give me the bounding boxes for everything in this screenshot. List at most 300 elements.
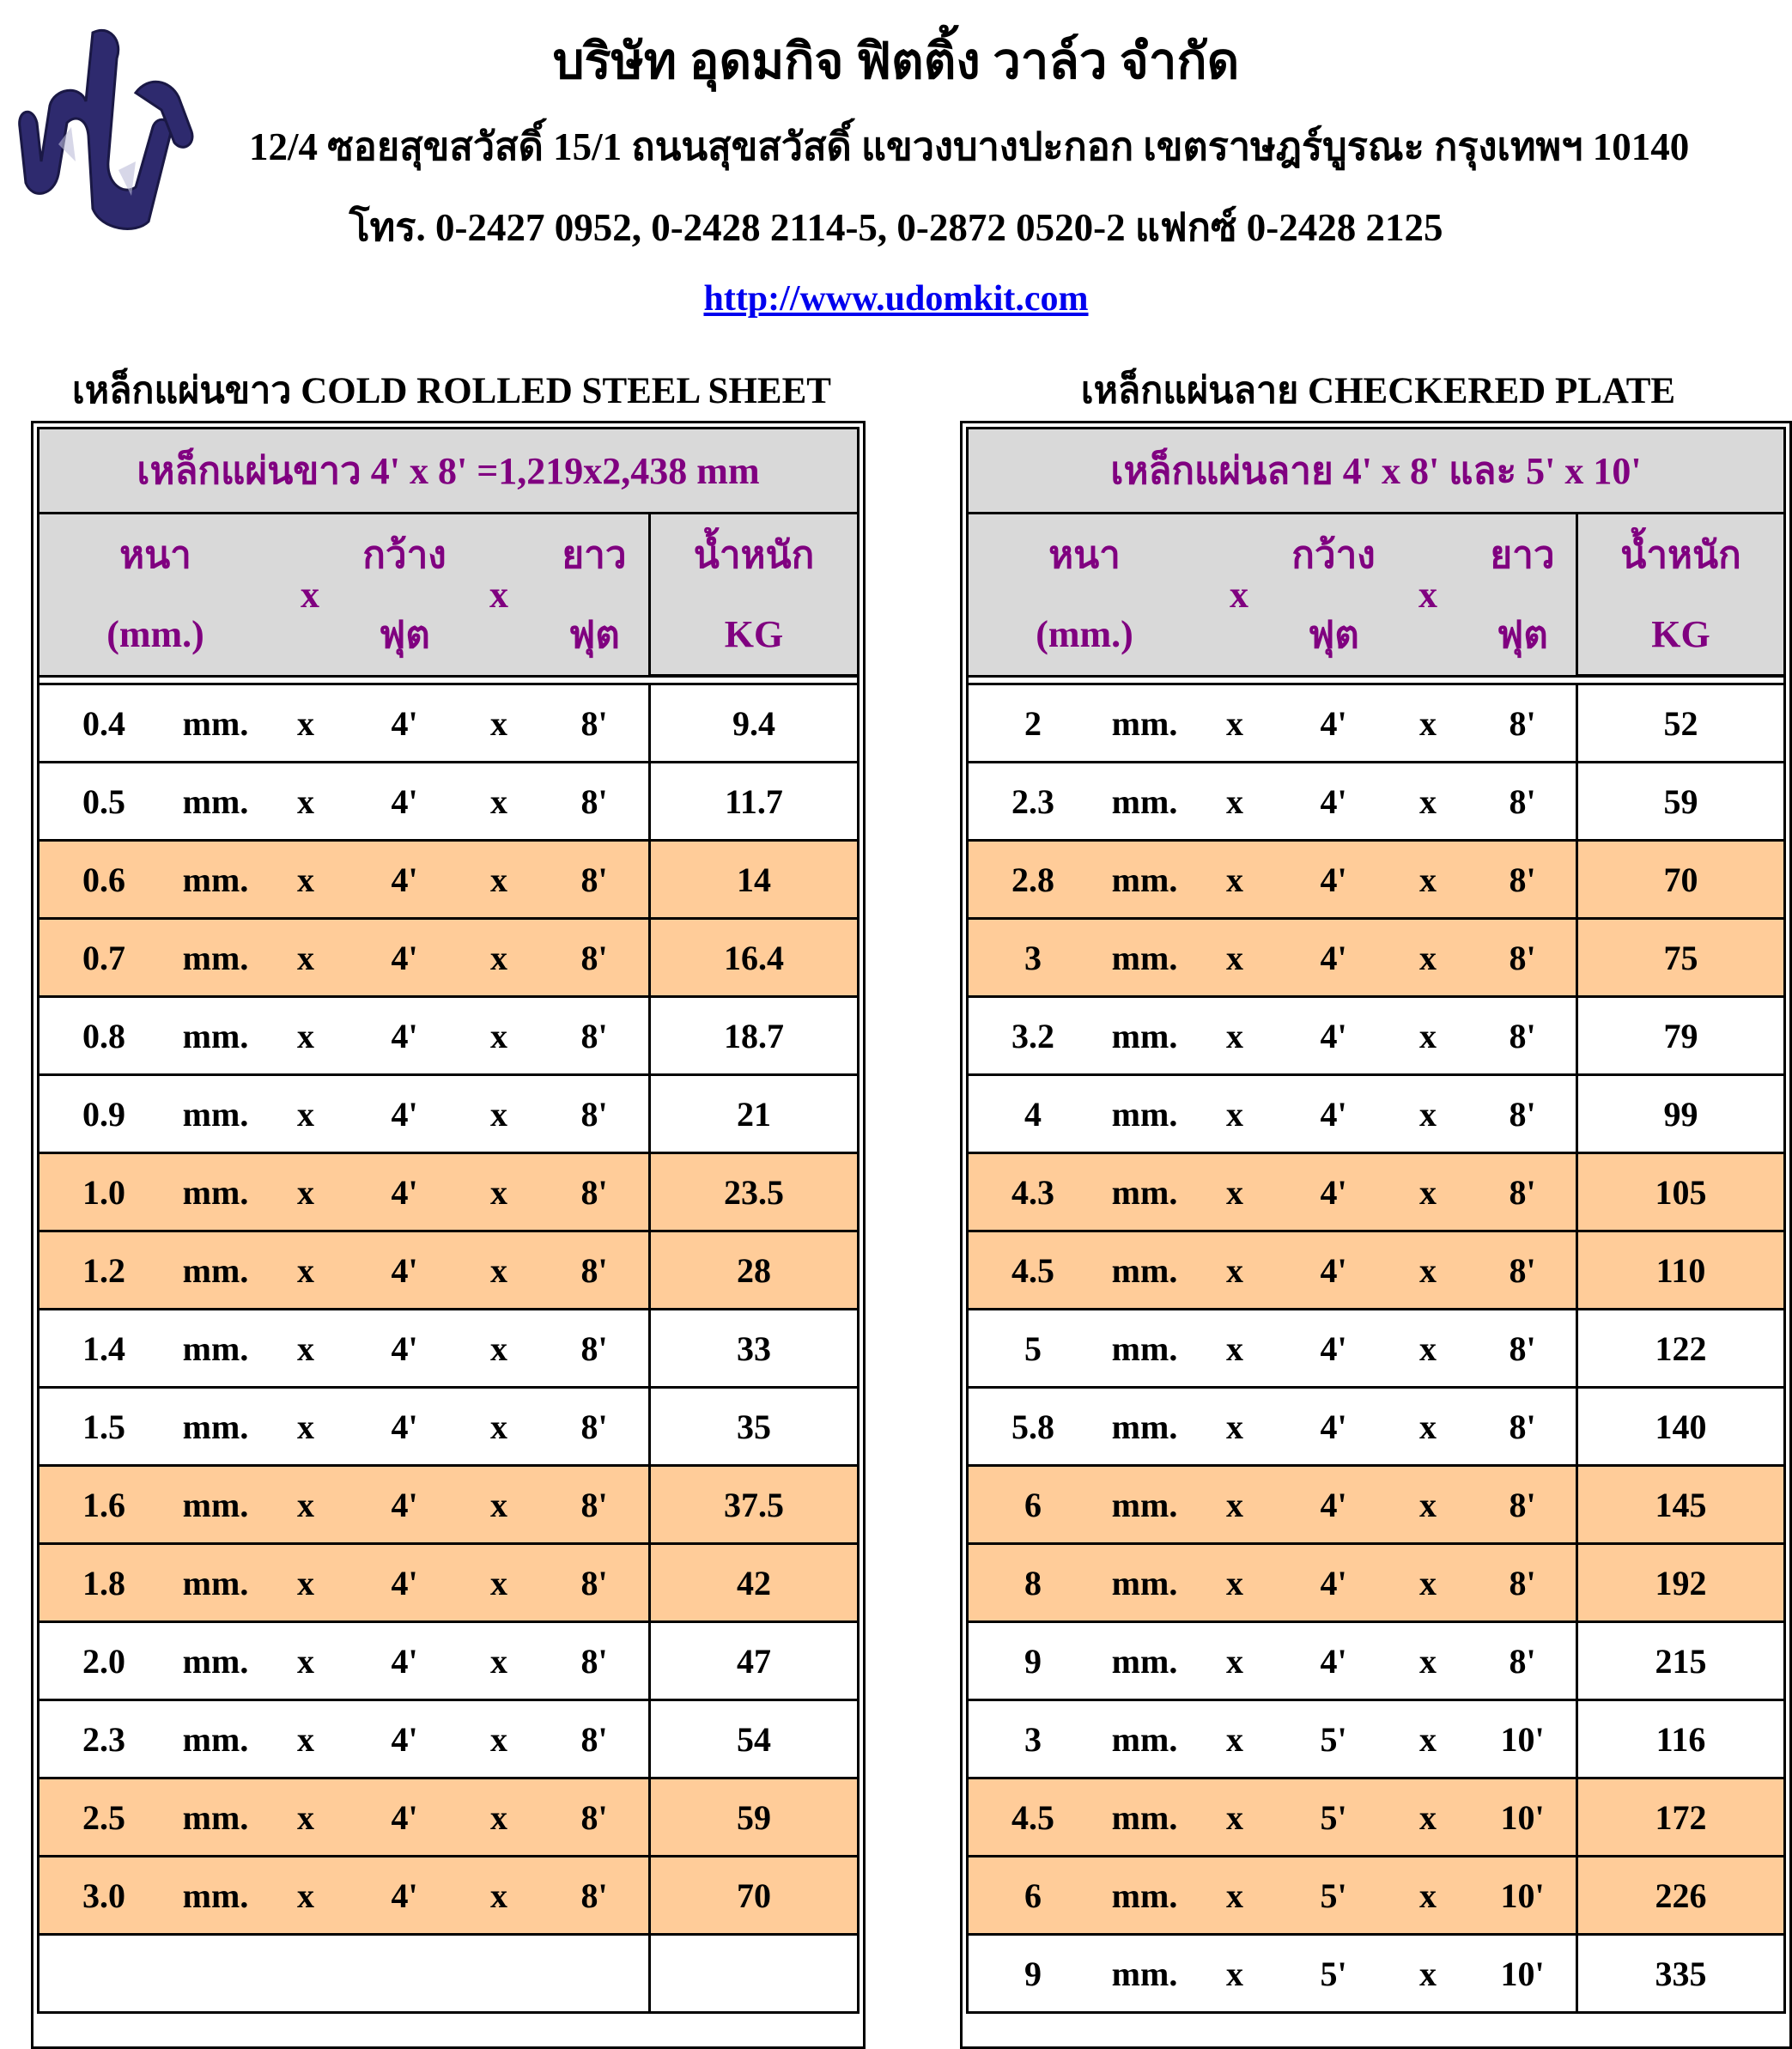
weight-value: 35: [650, 1388, 859, 1466]
table-row: [39, 997, 859, 1075]
unit-label: mm.: [1111, 703, 1178, 743]
header-times: x: [301, 573, 319, 616]
unit-label: mm.: [1111, 1876, 1178, 1915]
length-value: 8': [580, 1094, 608, 1134]
times-sign: x: [1419, 860, 1437, 899]
left-table-title: เหล็กแผ่นขาว 4' x 8' =1,219x2,438 mm: [39, 429, 859, 514]
thickness-value: 2.0: [82, 1641, 125, 1681]
weight-value: 116: [1577, 1700, 1785, 1778]
unit-label: mm.: [1111, 1172, 1178, 1212]
times-sign: x: [297, 1719, 314, 1759]
header-width-unit: ฟุต: [1308, 613, 1359, 656]
length-value: 8': [580, 1797, 608, 1837]
size-cell: [39, 1231, 650, 1310]
times-sign: x: [1226, 1407, 1243, 1446]
thickness-value: 2: [1024, 703, 1042, 743]
length-value: 8': [1509, 938, 1536, 977]
times-sign: x: [1226, 1250, 1243, 1290]
thickness-value: 1.8: [82, 1563, 125, 1602]
width-value: 4': [391, 1407, 418, 1446]
size-cell: [39, 919, 650, 997]
weight-value: 192: [1577, 1544, 1785, 1622]
length-value: 8': [580, 1250, 608, 1290]
table-row: [39, 1700, 859, 1778]
table-row: [39, 1075, 859, 1153]
size-cell: [39, 684, 650, 763]
length-value: 10': [1500, 1954, 1545, 1993]
width-value: 4': [391, 1719, 418, 1759]
weight-value: 37.5: [650, 1466, 859, 1544]
times-sign: x: [1419, 1954, 1437, 1993]
size-cell: [39, 1857, 650, 1935]
length-value: 8': [1509, 1094, 1536, 1134]
length-value: 8': [580, 1641, 608, 1681]
size-cell: [39, 1153, 650, 1231]
times-sign: x: [1419, 1016, 1437, 1055]
thickness-value: 9: [1024, 1954, 1042, 1993]
unit-label: mm.: [1111, 1407, 1178, 1446]
thickness-value: 0.5: [82, 781, 125, 821]
times-sign: x: [1419, 1485, 1437, 1524]
times-sign: x: [1226, 1876, 1243, 1915]
width-value: 4': [391, 1016, 418, 1055]
table-row: [39, 684, 859, 763]
table-row: [968, 919, 1785, 997]
size-cell: [39, 841, 650, 919]
unit-label: mm.: [182, 1876, 249, 1915]
right-dimension-header: [968, 514, 1577, 677]
length-value: 8': [580, 1719, 608, 1759]
header-length: ยาว: [562, 533, 627, 576]
table-row: [968, 841, 1785, 919]
width-value: 4': [391, 1172, 418, 1212]
unit-label: mm.: [182, 781, 249, 821]
length-value: 8': [1509, 860, 1536, 899]
table-row: [39, 1231, 859, 1310]
unit-label: mm.: [182, 1719, 249, 1759]
table-row: [39, 1466, 859, 1544]
header-thickness: หนา: [1048, 533, 1121, 576]
thickness-value: 6: [1024, 1485, 1042, 1524]
unit-label: mm.: [1111, 860, 1178, 899]
thickness-value: 8: [1024, 1563, 1042, 1602]
size-cell: [39, 1466, 650, 1544]
company-address: 12/4 ซอยสุขสวัสดิ์ 15/1 ถนนสุขสวัสดิ์ แขวงบางปะกอก เขตราษฎร์บูรณะ กรุงเทพฯ 10140: [249, 125, 1690, 168]
times-sign: x: [297, 1094, 314, 1134]
width-value: 4': [1320, 1329, 1347, 1368]
width-value: 4': [1320, 1641, 1347, 1681]
checkered-plate-table: [960, 421, 1792, 2049]
weight-value: 14: [650, 841, 859, 919]
length-value: 8': [580, 1172, 608, 1212]
length-value: 8': [580, 1563, 608, 1602]
length-value: 8': [1509, 1485, 1536, 1524]
thickness-value: 4: [1024, 1094, 1042, 1134]
table-row: [39, 1544, 859, 1622]
size-cell: [968, 1388, 1577, 1466]
size-cell: [968, 1700, 1577, 1778]
size-cell: [39, 1700, 650, 1778]
width-value: 4': [1320, 1016, 1347, 1055]
width-value: 4': [391, 1797, 418, 1837]
size-cell: [968, 1778, 1577, 1857]
width-value: 4': [1320, 1250, 1347, 1290]
unit-label: mm.: [1111, 1485, 1178, 1524]
size-cell: [39, 997, 650, 1075]
table-row: [968, 997, 1785, 1075]
unit-label: mm.: [1111, 938, 1178, 977]
weight-value: 215: [1577, 1622, 1785, 1700]
table-row: [39, 1388, 859, 1466]
times-sign: x: [490, 1016, 507, 1055]
length-value: 8': [1509, 781, 1536, 821]
thickness-value: 0.6: [82, 860, 125, 899]
company-name: บริษัท อุดมกิจ ฟิตติ้ง วาล์ว จำกัด: [552, 33, 1240, 89]
length-value: 8': [1509, 703, 1536, 743]
width-value: 4': [391, 1250, 418, 1290]
unit-label: mm.: [182, 703, 249, 743]
times-sign: x: [297, 1797, 314, 1837]
weight-value: [650, 1935, 859, 2013]
weight-value: 140: [1577, 1388, 1785, 1466]
size-cell: [39, 1778, 650, 1857]
weight-value: 47: [650, 1622, 859, 1700]
thickness-value: 0.8: [82, 1016, 125, 1055]
times-sign: x: [1419, 1250, 1437, 1290]
header-thickness: หนา: [119, 533, 191, 576]
unit-label: mm.: [1111, 1329, 1178, 1368]
size-cell: [39, 1935, 650, 2013]
size-cell: [968, 1153, 1577, 1231]
times-sign: x: [490, 1094, 507, 1134]
table-row: [968, 1544, 1785, 1622]
thickness-value: 4.5: [1011, 1797, 1054, 1837]
times-sign: x: [297, 1016, 314, 1055]
unit-label: mm.: [1111, 1250, 1178, 1290]
header-times: x: [1418, 573, 1437, 616]
times-sign: x: [490, 1485, 507, 1524]
times-sign: x: [1226, 1954, 1243, 1993]
times-sign: x: [1419, 1094, 1437, 1134]
unit-label: mm.: [182, 1172, 249, 1212]
width-value: 4': [391, 860, 418, 899]
size-cell: [968, 1231, 1577, 1310]
size-cell: [968, 1075, 1577, 1153]
thickness-value: 0.4: [82, 703, 125, 743]
size-cell: [39, 763, 650, 841]
unit-label: mm.: [182, 1797, 249, 1837]
table-row: [39, 919, 859, 997]
thickness-value: 2.3: [1011, 781, 1054, 821]
width-value: 5': [1320, 1876, 1347, 1915]
times-sign: x: [1419, 1563, 1437, 1602]
times-sign: x: [490, 1641, 507, 1681]
thickness-value: 3: [1024, 1719, 1042, 1759]
length-value: 8': [580, 938, 608, 977]
thickness-value: 0.7: [82, 938, 125, 977]
table-row: [968, 684, 1785, 763]
length-value: 8': [1509, 1172, 1536, 1212]
company-website-link[interactable]: http://www.udomkit.com: [703, 279, 1089, 319]
times-sign: x: [1419, 1641, 1437, 1681]
weight-value: 42: [650, 1544, 859, 1622]
times-sign: x: [490, 1250, 507, 1290]
weight-value: 79: [1577, 997, 1785, 1075]
times-sign: x: [490, 860, 507, 899]
length-value: 8': [1509, 1641, 1536, 1681]
width-value: 5': [1320, 1719, 1347, 1759]
weight-value: 54: [650, 1700, 859, 1778]
times-sign: x: [490, 1172, 507, 1212]
times-sign: x: [1226, 1719, 1243, 1759]
left-weight-header: [650, 514, 859, 677]
times-sign: x: [1226, 860, 1243, 899]
weight-value: 59: [1577, 763, 1785, 841]
company-phone: โทร. 0-2427 0952, 0-2428 2114-5, 0-2872 0520-2 แฟกซ์ 0-2428 2125: [349, 206, 1443, 249]
thickness-value: 6: [1024, 1876, 1042, 1915]
thickness-value: 9: [1024, 1641, 1042, 1681]
times-sign: x: [1419, 1797, 1437, 1837]
table-row: [968, 1700, 1785, 1778]
thickness-value: 1.2: [82, 1250, 125, 1290]
unit-label: mm.: [182, 860, 249, 899]
table-row: [968, 1310, 1785, 1388]
times-sign: x: [1226, 1094, 1243, 1134]
unit-label: mm.: [182, 1094, 249, 1134]
times-sign: x: [490, 1407, 507, 1446]
times-sign: x: [1419, 1329, 1437, 1368]
size-cell: [968, 1622, 1577, 1700]
table-row: [968, 1388, 1785, 1466]
size-cell: [39, 1310, 650, 1388]
times-sign: x: [490, 1719, 507, 1759]
thickness-value: 1.4: [82, 1329, 125, 1368]
header-weight: น้ำหนัก: [1620, 533, 1741, 576]
table-row: [968, 1622, 1785, 1700]
width-value: 4': [391, 1329, 418, 1368]
width-value: 5': [1320, 1954, 1347, 1993]
width-value: 4': [391, 1485, 418, 1524]
header-width-unit: ฟุต: [379, 613, 430, 656]
header-width: กว้าง: [1291, 533, 1376, 576]
weight-value: 226: [1577, 1857, 1785, 1935]
size-cell: [968, 763, 1577, 841]
times-sign: x: [297, 1172, 314, 1212]
times-sign: x: [297, 1329, 314, 1368]
size-cell: [39, 1544, 650, 1622]
size-cell: [39, 1622, 650, 1700]
weight-value: 99: [1577, 1075, 1785, 1153]
unit-label: mm.: [1111, 781, 1178, 821]
right-weight-header: [1577, 514, 1785, 677]
weight-value: 70: [1577, 841, 1785, 919]
weight-value: 28: [650, 1231, 859, 1310]
header-length: ยาว: [1490, 533, 1555, 576]
unit-label: mm.: [182, 1563, 249, 1602]
table-row: [39, 1310, 859, 1388]
weight-value: 145: [1577, 1466, 1785, 1544]
thickness-value: 5.8: [1011, 1407, 1054, 1446]
times-sign: x: [297, 1563, 314, 1602]
times-sign: x: [1226, 1485, 1243, 1524]
times-sign: x: [1226, 703, 1243, 743]
unit-label: mm.: [1111, 1641, 1178, 1681]
width-value: 4': [1320, 1172, 1347, 1212]
width-value: 4': [391, 1563, 418, 1602]
thickness-value: 4.5: [1011, 1250, 1054, 1290]
unit-label: mm.: [1111, 1016, 1178, 1055]
size-cell: [968, 1466, 1577, 1544]
times-sign: x: [1419, 938, 1437, 977]
size-cell: [968, 841, 1577, 919]
times-sign: x: [1226, 1172, 1243, 1212]
header-times: x: [1230, 573, 1248, 616]
length-value: 8': [580, 703, 608, 743]
length-value: 8': [1509, 1407, 1536, 1446]
weight-value: 172: [1577, 1778, 1785, 1857]
length-value: 8': [580, 860, 608, 899]
unit-label: mm.: [1111, 1954, 1178, 1993]
length-value: 8': [1509, 1016, 1536, 1055]
times-sign: x: [1226, 781, 1243, 821]
table-row: [968, 1231, 1785, 1310]
length-value: 10': [1500, 1719, 1545, 1759]
header-weight-unit: KG: [1651, 613, 1710, 655]
weight-value: 52: [1577, 684, 1785, 763]
times-sign: x: [297, 1407, 314, 1446]
times-sign: x: [1419, 1876, 1437, 1915]
header-weight: น้ำหนัก: [693, 533, 815, 576]
thickness-value: 0.9: [82, 1094, 125, 1134]
times-sign: x: [490, 1329, 507, 1368]
thickness-value: 3.2: [1011, 1016, 1054, 1055]
header-thickness-unit: (mm.): [106, 613, 204, 655]
width-value: 4': [1320, 860, 1347, 899]
weight-value: 16.4: [650, 919, 859, 997]
weight-value: 122: [1577, 1310, 1785, 1388]
times-sign: x: [1226, 1329, 1243, 1368]
unit-label: mm.: [1111, 1719, 1178, 1759]
length-value: 10': [1500, 1876, 1545, 1915]
width-value: 4': [391, 1876, 418, 1915]
table-row: [39, 1935, 859, 2013]
weight-value: 18.7: [650, 997, 859, 1075]
times-sign: x: [297, 1485, 314, 1524]
times-sign: x: [1419, 781, 1437, 821]
times-sign: x: [297, 938, 314, 977]
table-row: [968, 1857, 1785, 1935]
width-value: 4': [391, 703, 418, 743]
unit-label: mm.: [182, 1485, 249, 1524]
weight-value: 23.5: [650, 1153, 859, 1231]
weight-value: 110: [1577, 1231, 1785, 1310]
width-value: 4': [1320, 1485, 1347, 1524]
times-sign: x: [1226, 1563, 1243, 1602]
right-table-title: เหล็กแผ่นลาย 4' x 8' และ 5' x 10': [968, 429, 1785, 514]
size-cell: [968, 1935, 1577, 2013]
unit-label: mm.: [182, 1407, 249, 1446]
header-width: กว้าง: [362, 533, 446, 576]
width-value: 4': [1320, 1407, 1347, 1446]
length-value: 8': [1509, 1329, 1536, 1368]
unit-label: mm.: [1111, 1094, 1178, 1134]
width-value: 4': [391, 1641, 418, 1681]
header-length-unit: ฟุต: [568, 613, 620, 656]
times-sign: x: [490, 781, 507, 821]
length-value: 8': [580, 1329, 608, 1368]
times-sign: x: [297, 860, 314, 899]
table-row: [39, 763, 859, 841]
size-cell: [968, 997, 1577, 1075]
times-sign: x: [490, 938, 507, 977]
length-value: 8': [580, 781, 608, 821]
times-sign: x: [297, 781, 314, 821]
times-sign: x: [490, 1876, 507, 1915]
thickness-value: 2.5: [82, 1797, 125, 1837]
times-sign: x: [1226, 1016, 1243, 1055]
right-section-title: เหล็กแผ่นลาย CHECKERED PLATE: [1080, 371, 1676, 411]
unit-label: mm.: [182, 1329, 249, 1368]
width-value: 4': [1320, 703, 1347, 743]
unit-label: mm.: [182, 938, 249, 977]
width-value: 4': [1320, 1563, 1347, 1602]
table-row: [39, 841, 859, 919]
unit-label: mm.: [1111, 1563, 1178, 1602]
thickness-value: 1.0: [82, 1172, 125, 1212]
cold-rolled-table: [31, 421, 866, 2049]
times-sign: x: [1226, 1797, 1243, 1837]
table-row: [968, 1075, 1785, 1153]
unit-label: mm.: [182, 1016, 249, 1055]
length-value: 8': [1509, 1250, 1536, 1290]
thickness-value: 3.0: [82, 1876, 125, 1915]
weight-value: 70: [650, 1857, 859, 1935]
size-cell: [39, 1075, 650, 1153]
thickness-value: 5: [1024, 1329, 1042, 1368]
times-sign: x: [297, 1641, 314, 1681]
size-cell: [968, 1310, 1577, 1388]
thickness-value: 2.8: [1011, 860, 1054, 899]
times-sign: x: [490, 1797, 507, 1837]
width-value: 4': [391, 1094, 418, 1134]
table-row: [39, 1778, 859, 1857]
weight-value: 21: [650, 1075, 859, 1153]
thickness-value: 2.3: [82, 1719, 125, 1759]
times-sign: x: [1419, 1719, 1437, 1759]
times-sign: x: [1226, 938, 1243, 977]
unit-label: mm.: [182, 1641, 249, 1681]
width-value: 4': [1320, 781, 1347, 821]
width-value: 5': [1320, 1797, 1347, 1837]
times-sign: x: [297, 703, 314, 743]
table-row: [968, 1466, 1785, 1544]
thickness-value: 3: [1024, 938, 1042, 977]
length-value: 8': [580, 1016, 608, 1055]
times-sign: x: [297, 1876, 314, 1915]
table-row: [968, 1153, 1785, 1231]
table-row: [39, 1153, 859, 1231]
thickness-value: 1.5: [82, 1407, 125, 1446]
weight-value: 9.4: [650, 684, 859, 763]
unit-label: mm.: [1111, 1797, 1178, 1837]
header-length-unit: ฟุต: [1497, 613, 1548, 656]
weight-value: 335: [1577, 1935, 1785, 2013]
length-value: 10': [1500, 1797, 1545, 1837]
times-sign: x: [1419, 1172, 1437, 1212]
width-value: 4': [391, 781, 418, 821]
times-sign: x: [297, 1250, 314, 1290]
table-row: [39, 1857, 859, 1935]
